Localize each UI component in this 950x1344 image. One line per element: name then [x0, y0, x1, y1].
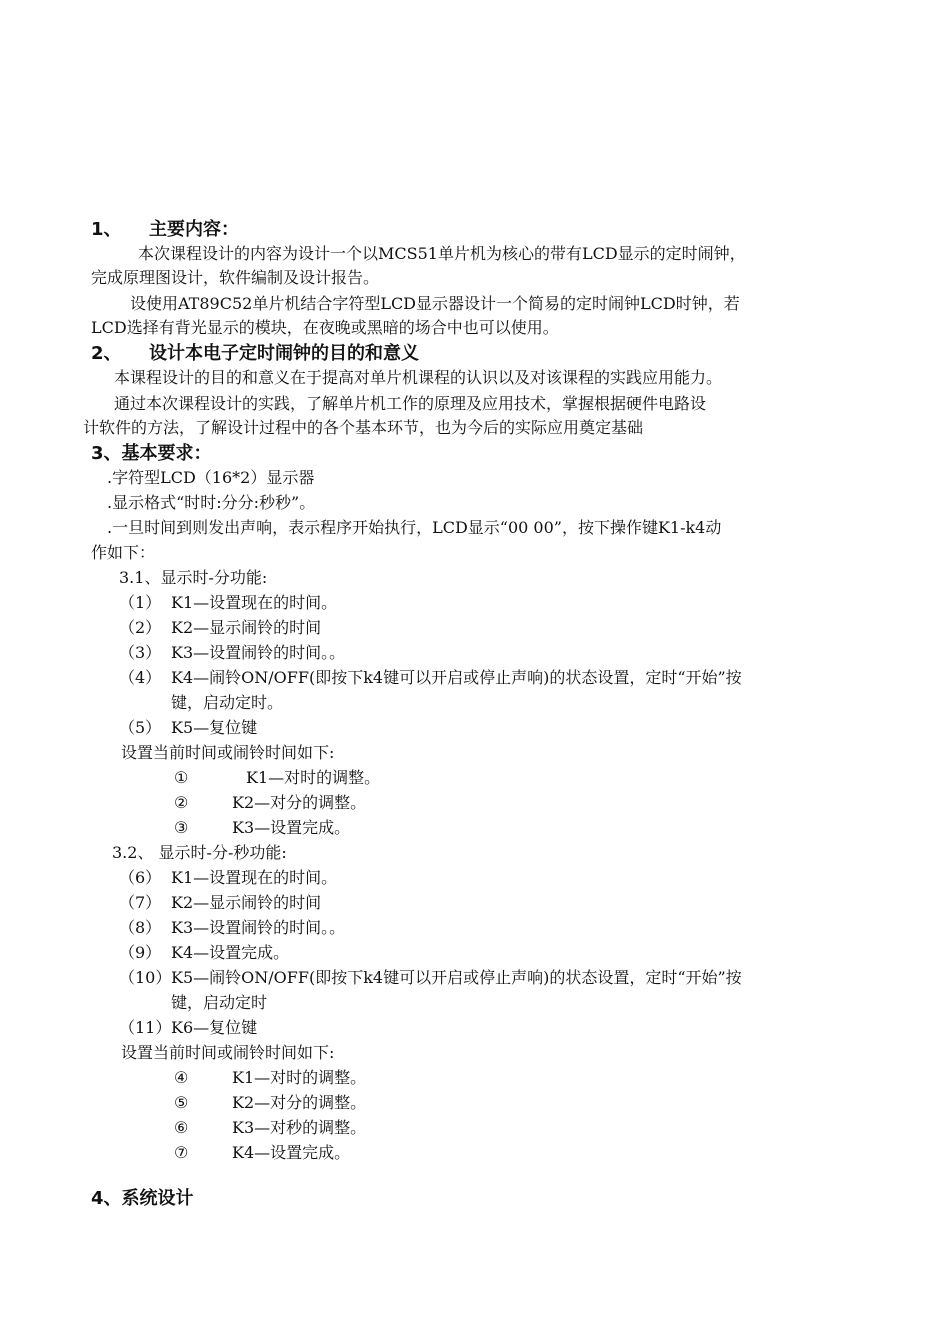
step-mark: ④	[174, 1068, 189, 1087]
list-text: K3—设置闹铃的时间。。	[171, 643, 346, 662]
list-text: K4—闹铃ON/OFF(即按下k4键可以开启或停止声响)的状态设置，定时“开始”按	[171, 668, 742, 687]
list-number: （3）	[119, 643, 162, 662]
list-number: （8）	[119, 918, 162, 937]
list-number: （10）	[119, 968, 172, 987]
section-2-number: 2、	[91, 343, 122, 364]
step-mark: ⑥	[174, 1118, 189, 1137]
paragraph: 设使用AT89C52单片机结合字符型LCD显示器设计一个简易的定时闹钟LCD时钟，若	[130, 294, 740, 313]
step-text: K2—对分的调整。	[232, 793, 367, 812]
step-mark: ③	[174, 818, 189, 837]
step-text: K1—对时的调整。	[232, 1068, 367, 1087]
list-text: K2—显示闹铃的时间	[171, 893, 322, 912]
step-mark: ②	[174, 793, 189, 812]
step-mark: ⑦	[174, 1143, 189, 1162]
step-mark: ①	[174, 768, 189, 787]
requirement-line: 作如下：	[91, 543, 156, 562]
list-number: （7）	[119, 893, 162, 912]
step-mark: ⑤	[174, 1093, 189, 1112]
section-1-title: 主要内容：	[149, 219, 239, 240]
step-text: K3—对秒的调整。	[232, 1118, 367, 1137]
list-number: （9）	[119, 943, 162, 962]
list-text: K2—显示闹铃的时间	[171, 618, 322, 637]
section-2-heading	[91, 343, 419, 365]
step-text: K3—设置完成。	[232, 818, 351, 837]
list-item-continuation: 键，启动定时。	[171, 693, 284, 712]
paragraph: LCD选择有背光显示的模块，在夜晚或黑暗的场合中也可以使用。	[91, 318, 559, 337]
step-text: K4—设置完成。	[232, 1143, 351, 1162]
requirement-line: .一旦时间到则发出声响，表示程序开始执行，LCD显示“00 00”，按下操作键K1-k4动	[107, 518, 722, 537]
section-1-heading	[91, 219, 239, 241]
list-number: （5）	[119, 718, 162, 737]
section-3-heading: 3、基本要求：	[91, 443, 212, 464]
requirement-line: .字符型LCD（16*2）显示器	[107, 468, 315, 487]
list-item-continuation: 键，启动定时	[171, 993, 268, 1012]
list-number: （1）	[119, 593, 162, 612]
section-1-number: 1、	[91, 219, 122, 240]
setting-label: 设置当前时间或闹铃时间如下:	[121, 743, 335, 762]
list-number: （4）	[119, 668, 162, 687]
paragraph: 本次课程设计的内容为设计一个以MCS51单片机为核心的带有LCD显示的定时闹钟，	[138, 244, 746, 263]
paragraph: 本课程设计的目的和意义在于提高对单片机课程的认识以及对该课程的实践应用能力。	[114, 368, 723, 387]
section-4-heading: 4、系统设计	[91, 1188, 194, 1209]
paragraph: 完成原理图设计，软件编制及设计报告。	[91, 268, 380, 287]
setting-label: 设置当前时间或闹铃时间如下:	[121, 1043, 335, 1062]
list-number: （2）	[119, 618, 162, 637]
list-text: K5—闹铃ON/OFF(即按下k4键可以开启或停止声响)的状态设置，定时“开始”按	[171, 968, 742, 987]
list-text: K1—设置现在的时间。	[171, 593, 338, 612]
step-text: K2—对分的调整。	[232, 1093, 367, 1112]
subsection-title: 3.1、显示时-分功能:	[119, 568, 268, 587]
paragraph: 通过本次课程设计的实践，了解单片机工作的原理及应用技术，掌握根据硬件电路设	[114, 394, 707, 413]
subsection-title: 3.2、 显示时-分-秒功能:	[112, 843, 287, 862]
list-text: K5—复位键	[171, 718, 258, 737]
list-number: （6）	[119, 868, 162, 887]
list-text: K3—设置闹铃的时间。。	[171, 918, 346, 937]
list-number: （11）	[119, 1018, 172, 1037]
requirement-line: .显示格式“时时:分分:秒秒”。	[107, 493, 316, 512]
list-text: K4—设置完成。	[171, 943, 290, 962]
list-text: K6—复位键	[171, 1018, 258, 1037]
list-text: K1—设置现在的时间。	[171, 868, 338, 887]
paragraph: 计软件的方法，了解设计过程中的各个基本环节，也为今后的实际应用奠定基础	[83, 418, 644, 437]
section-2-title: 设计本电子定时闹钟的目的和意义	[149, 343, 419, 364]
step-text: K1—对时的调整。	[246, 768, 381, 787]
